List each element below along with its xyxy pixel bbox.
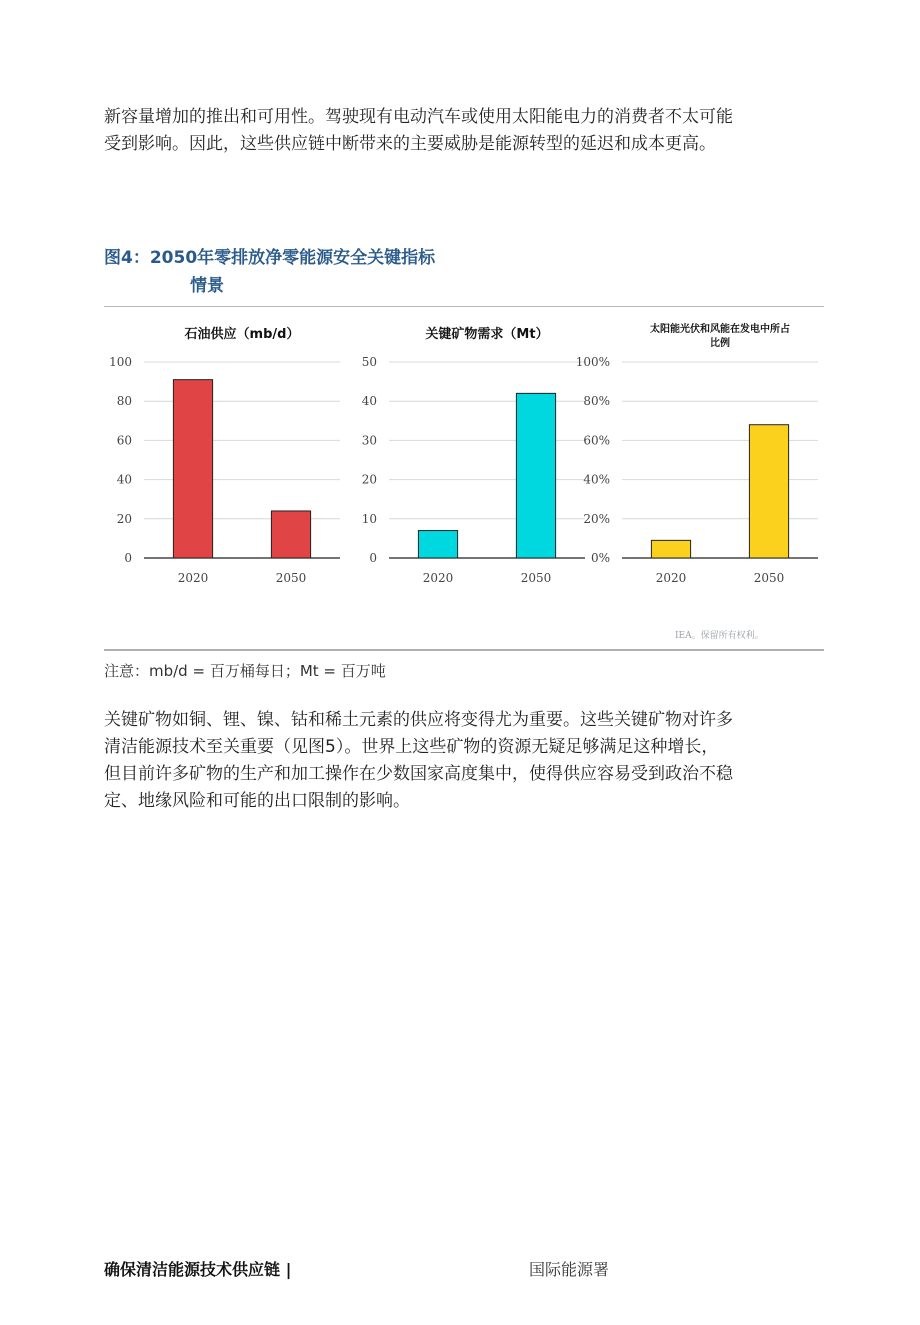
paragraph-line: 清洁能源技术至关重要（见图5）。世界上这些矿物的资源无疑足够满足这种增长，: [104, 737, 719, 757]
critical-minerals-chart-svg: [345, 318, 595, 598]
y-tick-label: 40%: [583, 472, 610, 487]
x-tick-label: 2020: [177, 571, 209, 585]
figure-source: IEA。保留所有权利。: [675, 631, 764, 641]
chart-title: 关键矿物需求（Mt）: [425, 327, 549, 342]
paragraph-line: 定、地缘风险和可能的出口限制的影响。: [104, 791, 410, 811]
y-tick-label: 50: [361, 355, 377, 369]
paragraph-line: 但目前许多矿物的生产和加工操作在少数国家高度集中，使得供应容易受到政治不稳: [104, 764, 733, 784]
x-tick-label: 2050: [753, 571, 785, 585]
x-tick-label: 2050: [520, 571, 552, 585]
footer-report-title: 确保清洁能源技术供应链 |: [104, 1260, 292, 1279]
footer-organization: 国际能源署: [529, 1260, 610, 1279]
paragraph-line: 关键矿物如铜、锂、镍、钴和稀土元素的供应将变得尤为重要。这些关键矿物对许多: [104, 710, 733, 730]
solar-wind-share-chart-svg: [575, 318, 828, 598]
x-tick-label: 2050: [275, 571, 307, 585]
y-tick-label: 0: [124, 551, 132, 565]
y-tick-label: 60%: [583, 433, 610, 448]
x-tick-label: 2020: [655, 571, 687, 585]
oil-supply-chart: [100, 318, 350, 598]
y-tick-label: 0%: [590, 551, 610, 565]
figure-title-line1: 图4：2050年零排放净零能源安全关键指标: [104, 248, 436, 268]
critical-minerals-chart: [345, 318, 595, 598]
chart-title: 比例: [710, 338, 730, 349]
y-tick-label: 20: [116, 511, 132, 526]
y-tick-label: 40: [361, 394, 377, 409]
chart-title: 石油供应（mb/d）: [184, 327, 300, 342]
intro-paragraph: [104, 104, 820, 158]
figure-title: [104, 244, 435, 300]
paragraph-line: 新容量增加的推出和可用性。驾驶现有电动汽车或使用太阳能电力的消费者不太可能: [104, 107, 733, 127]
y-tick-label: 20%: [583, 511, 610, 526]
bar-2020: [418, 531, 457, 558]
figure-note: 注意：mb/d = 百万桶每日；Mt = 百万吨: [104, 662, 386, 680]
paragraph-line: 受到影响。因此，这些供应链中断带来的主要威胁是能源转型的延迟和成本更高。: [104, 134, 716, 154]
bar-2020: [651, 540, 690, 558]
y-tick-label: 80: [116, 394, 132, 409]
figure-title-line2: 情景: [190, 276, 224, 296]
y-tick-label: 60: [116, 433, 132, 448]
figure-bottom-divider: [104, 649, 824, 651]
minerals-paragraph: [104, 707, 820, 815]
figure-top-divider: [104, 306, 824, 307]
bar-2050: [271, 511, 310, 558]
y-tick-label: 100%: [575, 355, 610, 369]
chart-title: 太阳能光伏和风能在发电中所占: [650, 324, 790, 335]
y-tick-label: 20: [361, 472, 377, 487]
y-tick-label: 100: [109, 355, 132, 369]
oil-supply-chart-svg: [100, 318, 350, 598]
bar-2050: [516, 393, 555, 558]
y-tick-label: 0: [369, 551, 377, 565]
y-tick-label: 40: [116, 472, 132, 487]
solar-wind-share-chart: [575, 318, 828, 598]
y-tick-label: 30: [361, 433, 377, 448]
y-tick-label: 80%: [583, 394, 610, 409]
bar-2020: [173, 380, 212, 558]
x-tick-label: 2020: [422, 571, 454, 585]
bar-2050: [749, 425, 788, 558]
y-tick-label: 10: [361, 511, 377, 526]
